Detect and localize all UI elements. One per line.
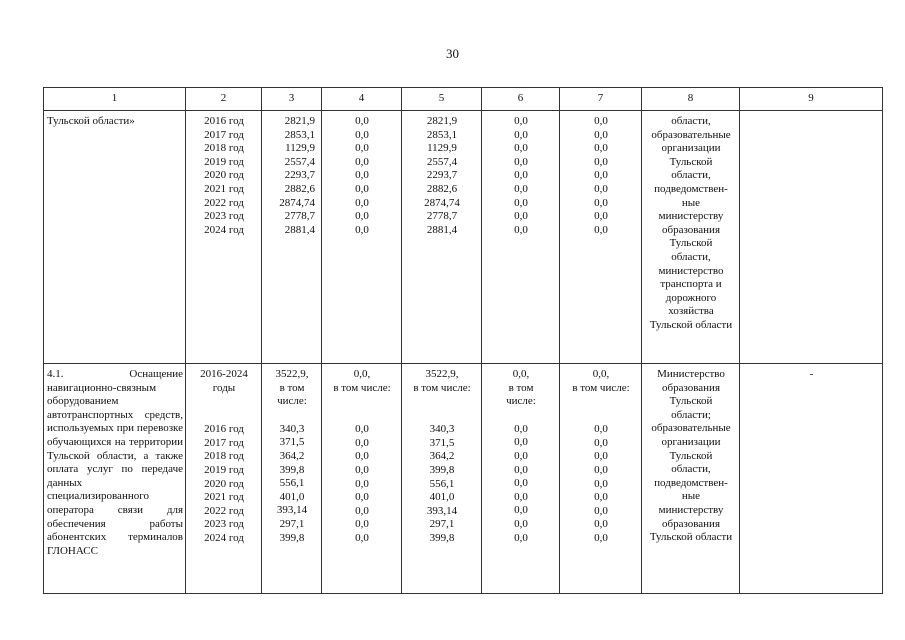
executor-line: организации bbox=[661, 142, 721, 155]
year-label: 2018 год bbox=[204, 142, 244, 155]
executor-line: Тульской области bbox=[649, 531, 733, 544]
federal-value: 0,0 bbox=[355, 531, 369, 544]
year-label: 2016 год bbox=[204, 115, 244, 127]
executor-line: подведомствен- bbox=[654, 476, 728, 489]
other-value: 0,0 bbox=[594, 142, 608, 155]
other-value: 0,0 bbox=[594, 155, 608, 168]
executor-line: министерство bbox=[658, 264, 724, 277]
federal-head-line-list bbox=[325, 368, 399, 395]
executor-line: области, bbox=[671, 463, 711, 476]
other-value-list bbox=[560, 111, 641, 239]
federal-value: 0,0 bbox=[355, 223, 369, 236]
other-value: 0,0 bbox=[594, 423, 608, 436]
regional-value: 2557,4 bbox=[426, 155, 458, 168]
year-label-list bbox=[186, 111, 261, 239]
row1-col9-cell bbox=[740, 111, 883, 364]
other-value: 0,0 bbox=[594, 196, 608, 209]
year-label: 2022 год bbox=[204, 196, 244, 209]
regional-value: 297,1 bbox=[429, 518, 455, 531]
regional-value: 556,1 bbox=[429, 477, 455, 490]
header-cell: 6 bbox=[482, 88, 560, 111]
federal-value: 0,0 bbox=[355, 142, 369, 155]
row1-col5-cell bbox=[402, 111, 482, 364]
other-head-line: в том числе: bbox=[572, 381, 630, 394]
regional-value: 340,3 bbox=[429, 423, 455, 436]
row2-col3-cell bbox=[262, 364, 322, 594]
local-value: 0,0 bbox=[514, 196, 528, 209]
header-row bbox=[44, 88, 883, 111]
local-head-line-list bbox=[485, 368, 557, 409]
total-value-list bbox=[262, 111, 321, 239]
executor-line: образования bbox=[661, 517, 721, 530]
regional-value-list bbox=[405, 423, 479, 545]
federal-value: 0,0 bbox=[355, 128, 369, 141]
local-value: 0,0 bbox=[514, 169, 528, 182]
year-label: 2019 год bbox=[204, 155, 244, 168]
total-value: 2778,7 bbox=[284, 210, 315, 223]
regional-value: 2293,7 bbox=[426, 169, 458, 182]
total-value: 2557,4 bbox=[284, 155, 315, 168]
executor-line: Тульской области bbox=[649, 318, 733, 331]
other-value: 0,0 bbox=[594, 436, 608, 449]
local-value: 0,0 bbox=[514, 422, 528, 435]
header-cell: 9 bbox=[740, 88, 883, 111]
total-head-line: 3522,9, bbox=[275, 368, 309, 380]
other-value: 0,0 bbox=[594, 210, 608, 223]
federal-value: 0,0 bbox=[355, 436, 369, 449]
executor-line: образовательные bbox=[651, 422, 731, 435]
executor-line: области; bbox=[671, 408, 711, 421]
federal-head-line: 0,0, bbox=[353, 368, 371, 380]
year-label: 2017 год bbox=[204, 128, 244, 141]
federal-value: 0,0 bbox=[355, 504, 369, 517]
local-value: 0,0 bbox=[514, 477, 528, 490]
regional-value: 2778,7 bbox=[426, 210, 458, 223]
year-label: 2021 год bbox=[204, 491, 244, 504]
header-cell: 5 bbox=[402, 88, 482, 111]
other-value: 0,0 bbox=[594, 491, 608, 504]
federal-value-list bbox=[322, 111, 401, 239]
total-value: 399,8 bbox=[279, 463, 305, 476]
regional-value: 2821,9 bbox=[426, 115, 458, 127]
regional-value: 364,2 bbox=[429, 450, 455, 463]
federal-value: 0,0 bbox=[355, 210, 369, 223]
federal-value: 0,0 bbox=[355, 518, 369, 531]
other-value: 0,0 bbox=[594, 128, 608, 141]
total-value: 2881,4 bbox=[284, 223, 315, 236]
federal-value: 0,0 bbox=[355, 115, 369, 127]
period-line: годы bbox=[212, 381, 236, 394]
period-line-list bbox=[189, 368, 259, 395]
year-label: 2021 год bbox=[204, 182, 244, 195]
federal-value-list bbox=[325, 423, 399, 545]
federal-value: 0,0 bbox=[355, 491, 369, 504]
table-row bbox=[44, 111, 883, 364]
header-cell: 4 bbox=[322, 88, 402, 111]
row1-col6-cell bbox=[482, 111, 560, 364]
local-value: 0,0 bbox=[514, 128, 528, 141]
year-label: 2024 год bbox=[204, 223, 244, 236]
other-value: 0,0 bbox=[594, 463, 608, 476]
federal-value: 0,0 bbox=[355, 196, 369, 209]
local-head-line: 0,0, bbox=[512, 368, 530, 380]
local-value-list bbox=[485, 423, 557, 545]
row2-col4-cell bbox=[322, 364, 402, 594]
regional-value-list bbox=[402, 111, 481, 239]
federal-value: 0,0 bbox=[355, 423, 369, 436]
executor-line-list bbox=[642, 111, 739, 335]
federal-value: 0,0 bbox=[355, 169, 369, 182]
total-head-line: в том bbox=[279, 381, 305, 394]
regional-value: 2882,6 bbox=[426, 182, 458, 195]
row1-col4-cell bbox=[322, 111, 402, 364]
other-value: 0,0 bbox=[594, 169, 608, 182]
federal-value: 0,0 bbox=[355, 182, 369, 195]
executor-line: дорожного bbox=[665, 291, 717, 304]
other-head-line: 0,0, bbox=[592, 368, 610, 380]
header-cell: 8 bbox=[642, 88, 740, 111]
regional-head-line-list bbox=[405, 368, 479, 395]
executor-line: ные bbox=[681, 490, 701, 503]
row2-col9-cell bbox=[740, 364, 883, 594]
executor-line: образования bbox=[661, 381, 721, 394]
year-label: 2017 год bbox=[204, 436, 244, 449]
row2-col5-cell bbox=[402, 364, 482, 594]
row1-executor-cell bbox=[642, 111, 740, 364]
page-number: 30 bbox=[446, 46, 459, 61]
year-label: 2024 год bbox=[204, 531, 244, 544]
row2-col6-cell bbox=[482, 364, 560, 594]
total-value: 2293,7 bbox=[284, 169, 315, 182]
regional-value: 2853,1 bbox=[426, 128, 458, 141]
regional-value: 399,8 bbox=[429, 531, 455, 544]
row1-col3-cell bbox=[262, 111, 322, 364]
executor-line: области, bbox=[671, 115, 711, 127]
total-value: 399,8 bbox=[279, 531, 305, 544]
local-value: 0,0 bbox=[514, 436, 528, 449]
local-value: 0,0 bbox=[514, 504, 528, 517]
local-value: 0,0 bbox=[514, 517, 528, 530]
executor-line-list bbox=[642, 364, 739, 547]
local-head-line: в том bbox=[508, 381, 534, 394]
total-value: 2882,6 bbox=[284, 182, 315, 195]
year-label: 2020 год bbox=[204, 477, 244, 490]
header-cell: 1 bbox=[44, 88, 186, 111]
regional-head-line: в том числе: bbox=[413, 381, 471, 394]
local-value: 0,0 bbox=[514, 182, 528, 195]
other-value-list bbox=[563, 423, 639, 545]
executor-line: области, bbox=[671, 169, 711, 182]
total-value-list bbox=[265, 423, 319, 545]
program-table bbox=[43, 87, 883, 594]
federal-value: 0,0 bbox=[355, 450, 369, 463]
executor-line: подведомствен- bbox=[654, 182, 728, 195]
executor-line: Тульской bbox=[669, 395, 713, 408]
total-value: 340,3 bbox=[279, 422, 305, 435]
executor-line: организации bbox=[661, 435, 721, 448]
other-value: 0,0 bbox=[594, 518, 608, 531]
table-row bbox=[44, 364, 883, 594]
total-value: 2874,74 bbox=[279, 196, 315, 209]
other-value: 0,0 bbox=[594, 504, 608, 517]
executor-line: области, bbox=[671, 250, 711, 263]
federal-head-line: в том числе: bbox=[333, 381, 391, 394]
executor-line: министерству bbox=[658, 503, 724, 516]
year-label: 2016 год bbox=[204, 423, 244, 436]
other-value: 0,0 bbox=[594, 182, 608, 195]
executor-line: Тульской bbox=[669, 237, 713, 250]
other-value: 0,0 bbox=[594, 450, 608, 463]
other-head-line-list bbox=[563, 368, 639, 395]
year-label: 2023 год bbox=[204, 210, 244, 223]
other-value: 0,0 bbox=[594, 531, 608, 544]
header-cell: 3 bbox=[262, 88, 322, 111]
row2-col7-cell bbox=[560, 364, 642, 594]
local-head-line: числе: bbox=[506, 395, 536, 408]
total-head-line: числе: bbox=[277, 395, 307, 408]
year-label: 2020 год bbox=[204, 169, 244, 182]
other-value: 0,0 bbox=[594, 223, 608, 236]
total-value: 2853,1 bbox=[284, 128, 315, 141]
row1-years-cell bbox=[186, 111, 262, 364]
row2-name: 4.1. Оснащение навигационно-связным оборудованием автотранспортных средств, используемых при перевозке обучающихся на территории Тульской области, а также оплата услуг по передаче данных специализированного оператора связи для обеспечения работы абонентских терминалов ГЛОНАСС bbox=[47, 368, 183, 557]
local-value: 0,0 bbox=[514, 142, 528, 155]
local-value: 0,0 bbox=[514, 449, 528, 462]
executor-line: Тульской bbox=[669, 449, 713, 462]
executor-line: транспорта и bbox=[660, 278, 722, 291]
executor-line: образования bbox=[661, 223, 721, 236]
header-cell: 7 bbox=[560, 88, 642, 111]
total-value: 556,1 bbox=[279, 477, 305, 490]
row2-name-cell bbox=[44, 364, 186, 594]
total-head-line-list bbox=[265, 368, 319, 409]
regional-value: 393,14 bbox=[426, 504, 458, 517]
total-value: 1129,9 bbox=[285, 142, 315, 155]
total-value: 401,0 bbox=[279, 490, 305, 503]
local-value: 0,0 bbox=[514, 210, 528, 223]
executor-line: Министерство bbox=[657, 368, 725, 380]
regional-value: 2881,4 bbox=[426, 223, 458, 236]
local-value: 0,0 bbox=[514, 155, 528, 168]
regional-value: 401,0 bbox=[429, 491, 455, 504]
row2-executor-cell bbox=[642, 364, 740, 594]
period-line: 2016-2024 bbox=[200, 368, 248, 380]
total-value: 393,14 bbox=[276, 504, 308, 517]
regional-value: 371,5 bbox=[429, 436, 455, 449]
local-value: 0,0 bbox=[514, 490, 528, 503]
total-value: 364,2 bbox=[279, 449, 305, 462]
year-label: 2019 год bbox=[204, 463, 244, 476]
row2-years-cell bbox=[186, 364, 262, 594]
regional-value: 399,8 bbox=[429, 463, 455, 476]
row1-name-cell bbox=[44, 111, 186, 364]
federal-value: 0,0 bbox=[355, 155, 369, 168]
federal-value: 0,0 bbox=[355, 463, 369, 476]
year-label-list bbox=[189, 423, 259, 545]
regional-value: 1129,9 bbox=[427, 142, 457, 155]
header-cell: 2 bbox=[186, 88, 262, 111]
executor-line: хозяйства bbox=[668, 305, 714, 318]
year-label: 2023 год bbox=[204, 518, 244, 531]
total-value: 297,1 bbox=[279, 517, 305, 530]
other-value: 0,0 bbox=[594, 115, 608, 127]
local-value: 0,0 bbox=[514, 463, 528, 476]
year-label: 2022 год bbox=[204, 504, 244, 517]
year-label: 2018 год bbox=[204, 450, 244, 463]
local-value: 0,0 bbox=[514, 531, 528, 544]
row1-col7-cell bbox=[560, 111, 642, 364]
local-value-list bbox=[482, 111, 559, 239]
total-value: 371,5 bbox=[279, 436, 305, 449]
executor-line: ные bbox=[681, 196, 701, 209]
local-value: 0,0 bbox=[514, 223, 528, 236]
local-value: 0,0 bbox=[514, 115, 528, 127]
row2-result: - bbox=[809, 368, 814, 380]
executor-line: образовательные bbox=[651, 128, 731, 141]
row1-name: Тульской области» bbox=[47, 115, 135, 127]
regional-head-line: 3522,9, bbox=[425, 368, 459, 380]
executor-line: Тульской bbox=[669, 155, 713, 168]
total-value: 2821,9 bbox=[284, 115, 315, 127]
executor-line: министерству bbox=[658, 210, 724, 223]
other-value: 0,0 bbox=[594, 477, 608, 490]
regional-value: 2874,74 bbox=[424, 196, 460, 209]
federal-value: 0,0 bbox=[355, 477, 369, 490]
